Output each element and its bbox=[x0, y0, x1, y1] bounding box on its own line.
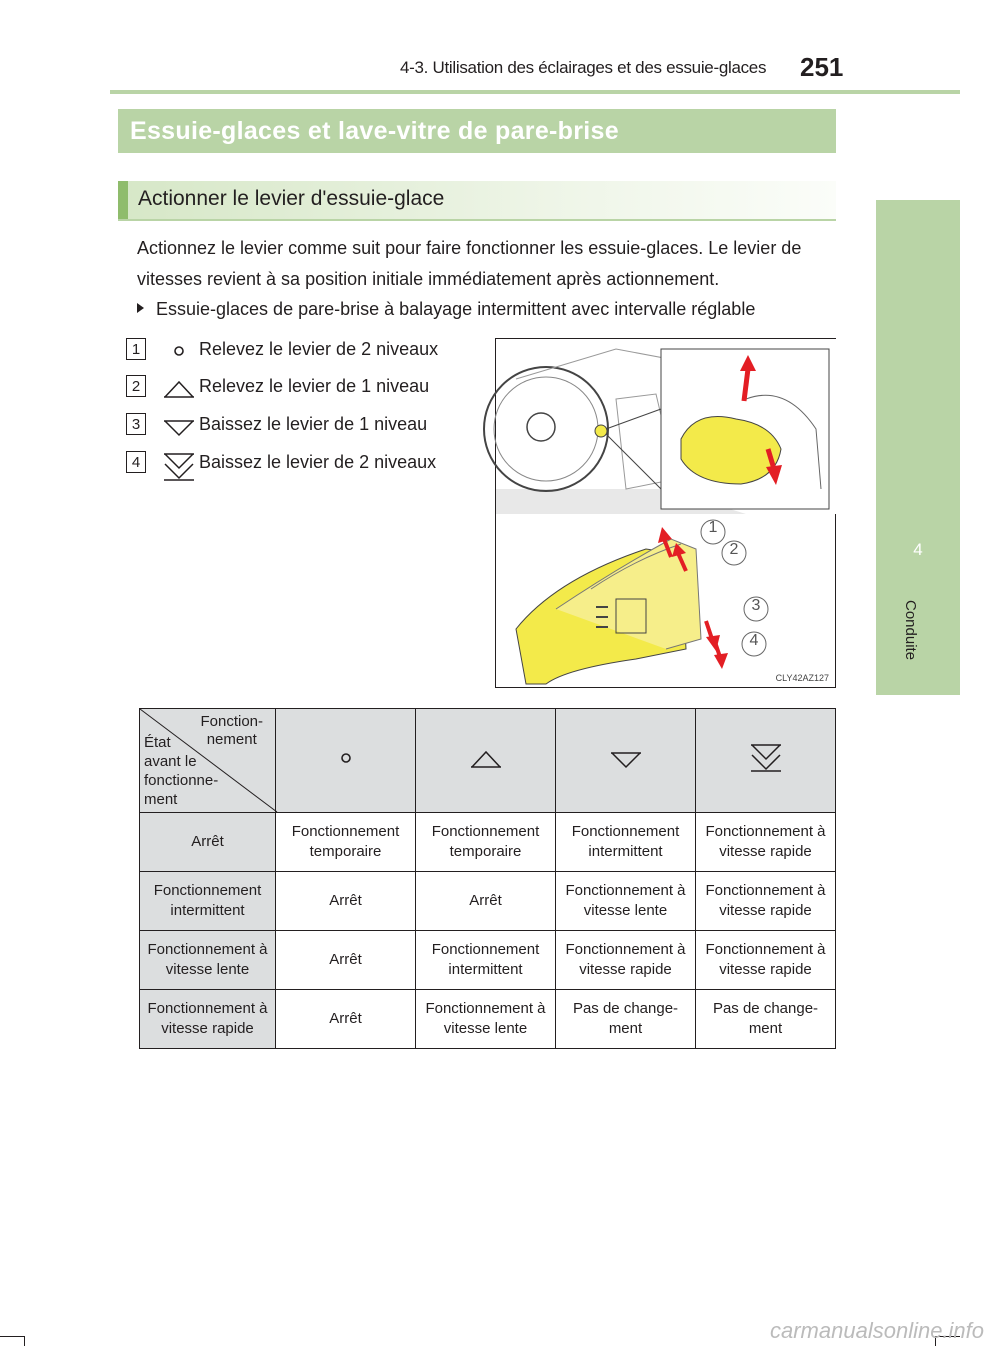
subsection-title: Actionner le levier d'essuie-glace bbox=[138, 187, 445, 210]
step-text: Baissez le levier de 1 niveau bbox=[199, 414, 428, 434]
chapter-number: 4 bbox=[913, 540, 923, 559]
table-row bbox=[140, 813, 836, 872]
wiper-operation-table bbox=[139, 708, 836, 1049]
intro-paragraph: Actionnez le levier comme suit pour faire fonctionner les essuie-glaces. Le levier de vitesses revient à sa position initiale immédiatement après actionnement. bbox=[137, 238, 802, 289]
table-cell: Arrêt bbox=[276, 872, 416, 931]
step-text: Relevez le levier de 2 niveaux bbox=[199, 339, 439, 359]
illustration-drawing bbox=[496, 339, 837, 689]
table-cell: Fonctionnement intermittent bbox=[556, 813, 696, 872]
subsection-title-bar bbox=[118, 181, 836, 221]
table-cell: Fonctionnement temporaire bbox=[416, 813, 556, 872]
wiper-lever-illustration bbox=[495, 338, 836, 688]
table-row bbox=[140, 872, 836, 931]
step-text: Relevez le levier de 1 niveau bbox=[199, 376, 430, 396]
bullet-text: Essuie-glaces de pare-brise à balayage intermittent avec intervalle réglable bbox=[156, 299, 756, 319]
step-number: 2 bbox=[126, 375, 146, 397]
row-state: Fonctionnement intermittent bbox=[140, 872, 276, 931]
header-circle-cell bbox=[276, 709, 416, 813]
circle-icon bbox=[162, 338, 196, 364]
step-number: 4 bbox=[126, 451, 146, 473]
up-triangle-icon bbox=[162, 375, 196, 401]
table-cell: Fonctionnement à vitesse rapide bbox=[696, 813, 836, 872]
table-corner-cell bbox=[140, 709, 276, 813]
callout-1: 1 bbox=[708, 519, 718, 536]
watermark: carmanualsonline.info bbox=[770, 1318, 984, 1343]
row-state: Fonctionnement à vitesse rapide bbox=[140, 990, 276, 1049]
corner-state-label: État avant le fonctionne- ment bbox=[144, 734, 219, 808]
down-triangle-icon bbox=[609, 745, 643, 771]
bullet-triangle-icon bbox=[137, 303, 144, 313]
crop-mark bbox=[0, 1336, 24, 1337]
page-number: 251 bbox=[800, 52, 844, 82]
down-triangle-icon bbox=[162, 413, 196, 439]
table-cell: Fonctionnement à vitesse rapide bbox=[696, 872, 836, 931]
header-rule bbox=[110, 90, 960, 94]
table-row bbox=[140, 990, 836, 1049]
row-state: Arrêt bbox=[140, 813, 276, 872]
table-cell: Fonctionnement à vitesse rapide bbox=[696, 931, 836, 990]
callout-4: 4 bbox=[749, 632, 759, 649]
callout-2: 2 bbox=[729, 541, 739, 558]
double-down-triangle-icon bbox=[162, 451, 196, 483]
table-cell: Fonctionnement à vitesse rapide bbox=[556, 931, 696, 990]
up-triangle-icon bbox=[469, 745, 503, 771]
corner-operation-label: Fonction- nement bbox=[200, 713, 263, 748]
table-cell: Pas de change-ment bbox=[556, 990, 696, 1049]
chapter-title: 4-3. Utilisation des éclairages et des essuie-glaces bbox=[400, 58, 767, 77]
bullet-item bbox=[137, 299, 755, 320]
header-down-cell bbox=[556, 709, 696, 813]
step-number: 1 bbox=[126, 338, 146, 360]
circle-icon bbox=[329, 745, 363, 771]
chapter-label: Conduite bbox=[902, 600, 919, 661]
table-row bbox=[140, 931, 836, 990]
table-cell: Fonctionnement temporaire bbox=[276, 813, 416, 872]
table-header-row bbox=[140, 709, 836, 813]
crop-mark bbox=[24, 1336, 25, 1346]
step-number: 3 bbox=[126, 413, 146, 435]
table-cell: Pas de change-ment bbox=[696, 990, 836, 1049]
step-text: Baissez le levier de 2 niveaux bbox=[199, 452, 437, 472]
table-cell: Fonctionnement à vitesse lente bbox=[556, 872, 696, 931]
chapter-side-tab bbox=[876, 200, 960, 695]
table-cell: Arrêt bbox=[276, 931, 416, 990]
illustration-code: CLY42AZ127 bbox=[775, 673, 829, 683]
table-cell: Fonctionnement à vitesse lente bbox=[416, 990, 556, 1049]
row-state: Fonctionnement à vitesse lente bbox=[140, 931, 276, 990]
header-double-down-cell bbox=[696, 709, 836, 813]
header-up-cell bbox=[416, 709, 556, 813]
section-title: Essuie-glaces et lave-vitre de pare-brise bbox=[130, 117, 619, 145]
section-title-bar bbox=[118, 109, 836, 153]
table-cell: Arrêt bbox=[416, 872, 556, 931]
subsection-marker bbox=[118, 181, 128, 219]
table-cell: Fonctionnement intermittent bbox=[416, 931, 556, 990]
table-cell: Arrêt bbox=[276, 990, 416, 1049]
double-down-triangle-icon bbox=[749, 742, 783, 774]
callout-3: 3 bbox=[751, 597, 761, 614]
